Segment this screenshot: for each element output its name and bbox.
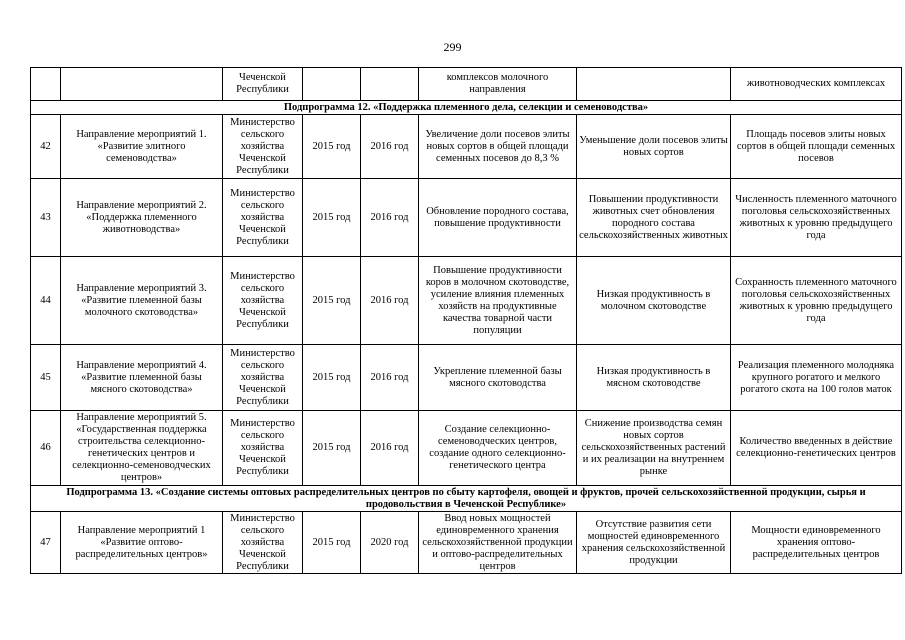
cell-end: 2016 год — [361, 257, 419, 345]
table-row — [31, 68, 902, 101]
cell-end: 2016 год — [361, 411, 419, 486]
cell-name: Направление мероприятий 1 «Развитие оптово-распределительных центров» — [61, 512, 223, 574]
page-number: 299 — [443, 40, 462, 54]
cell-executor: Министерство сельского хозяйства Чеченской Республики — [223, 345, 303, 411]
cell-name: Направление мероприятий 3. «Развитие племенной базы молочного скотоводства» — [61, 257, 223, 345]
cell-executor: Чеченской Республики — [223, 68, 303, 101]
cell-indicator: Площадь посевов элиты новых сортов в общей площади семенных посевов — [731, 115, 902, 179]
subprogram-12-title: Подпрограмма 12. «Поддержка племенного дела, селекции и семеноводства» — [31, 101, 902, 115]
cell-executor: Министерство сельского хозяйства Чеченской Республики — [223, 115, 303, 179]
table-row — [31, 257, 902, 345]
cell-result: Укрепление племенной базы мясного скотоводства — [419, 345, 577, 411]
cell-indicator: Реализация племенного молодняка крупного рогатого и мелкого рогатого скота на 100 голов маток — [731, 345, 902, 411]
subprogram-row — [31, 101, 902, 115]
cell-num: 42 — [31, 115, 61, 179]
cell-end: 2016 год — [361, 179, 419, 257]
cell-num: 47 — [31, 512, 61, 574]
cell-consequence: Уменьшение доли посевов элиты новых сортов — [577, 115, 731, 179]
cell-start — [303, 68, 361, 101]
cell-name: Направление мероприятий 4. «Развитие племенной базы мясного скотоводства» — [61, 345, 223, 411]
cell-result: Ввод новых мощностей единовременного хранения сельскохозяйственной продукции и оптово-распределительных центров — [419, 512, 577, 574]
cell-num: 45 — [31, 345, 61, 411]
table-row — [31, 411, 902, 486]
cell-consequence — [577, 68, 731, 101]
cell-start: 2015 год — [303, 257, 361, 345]
cell-start: 2015 год — [303, 115, 361, 179]
cell-start: 2015 год — [303, 179, 361, 257]
cell-num: 44 — [31, 257, 61, 345]
table-row — [31, 345, 902, 411]
cell-indicator: Сохранность племенного маточного поголовья сельскохозяйственных животных к уровню предыдущего года — [731, 257, 902, 345]
cell-start: 2015 год — [303, 512, 361, 574]
cell-end — [361, 68, 419, 101]
cell-indicator: Численность племенного маточного поголовья сельскохозяйственных животных к уровню предыдущего года — [731, 179, 902, 257]
cell-end: 2016 год — [361, 345, 419, 411]
cell-indicator: Мощности единовременного хранения оптово-распределительных центров — [731, 512, 902, 574]
cell-num: 46 — [31, 411, 61, 486]
cell-result: Обновление породного состава, повышение продуктивности — [419, 179, 577, 257]
cell-executor: Министерство сельского хозяйства Чеченской Республики — [223, 512, 303, 574]
cell-end: 2020 год — [361, 512, 419, 574]
cell-result: Создание селекционно-семеноводческих центров, создание одного селекционно- генетического центра — [419, 411, 577, 486]
table-row — [31, 115, 902, 179]
cell-indicator: Количество введенных в действие селекционно-генетических центров — [731, 411, 902, 486]
cell-executor: Министерство сельского хозяйства Чеченской Республики — [223, 179, 303, 257]
cell-name: Направление мероприятий 5. «Государственная поддержка строительства селекционно-генетических центров и селекционно-семеноводческих центров» — [61, 411, 223, 486]
cell-consequence: Низкая продуктивность в мясном скотоводстве — [577, 345, 731, 411]
cell-executor: Министерство сельского хозяйства Чеченской Республики — [223, 411, 303, 486]
subprogram-row — [31, 486, 902, 512]
cell-start: 2015 год — [303, 345, 361, 411]
cell-result: Повышение продуктивности коров в молочном скотоводстве, усиление влияния племенных хозяйств на продуктивные качества товарной части популяции — [419, 257, 577, 345]
cell-executor: Министерство сельского хозяйства Чеченской Республики — [223, 257, 303, 345]
cell-result: Увеличение доли посевов элиты новых сортов в общей площади семенных посевов до 8,3 % — [419, 115, 577, 179]
cell-name — [61, 68, 223, 101]
table-row — [31, 512, 902, 574]
cell-name: Направление мероприятий 1. «Развитие элитного семеноводства» — [61, 115, 223, 179]
program-measures-table — [30, 67, 902, 574]
cell-num: 43 — [31, 179, 61, 257]
cell-end: 2016 год — [361, 115, 419, 179]
cell-start: 2015 год — [303, 411, 361, 486]
subprogram-13-title: Подпрограмма 13. «Создание системы оптовых распределительных центров по сбыту картофеля, овощей и фруктов, прочей сельскохозяйственной продукции, сырья и продовольствия в Чеченской Республике» — [31, 486, 902, 512]
cell-consequence: Снижение производства семян новых сортов сельскохозяйственных растений и их реализации на внутреннем рынке — [577, 411, 731, 486]
table-row — [31, 179, 902, 257]
cell-result: комплексов молочного направления — [419, 68, 577, 101]
cell-consequence: Повышении продуктивности животных счет обновления породного состава сельскохозяйственных животных — [577, 179, 731, 257]
cell-consequence: Отсутствие развития сети мощностей единовременного хранения сельскохозяйственной продукции — [577, 512, 731, 574]
cell-consequence: Низкая продуктивность в молочном скотоводстве — [577, 257, 731, 345]
cell-num — [31, 68, 61, 101]
cell-name: Направление мероприятий 2. «Поддержка племенного животноводства» — [61, 179, 223, 257]
cell-indicator: животноводческих комплексах — [731, 68, 902, 101]
